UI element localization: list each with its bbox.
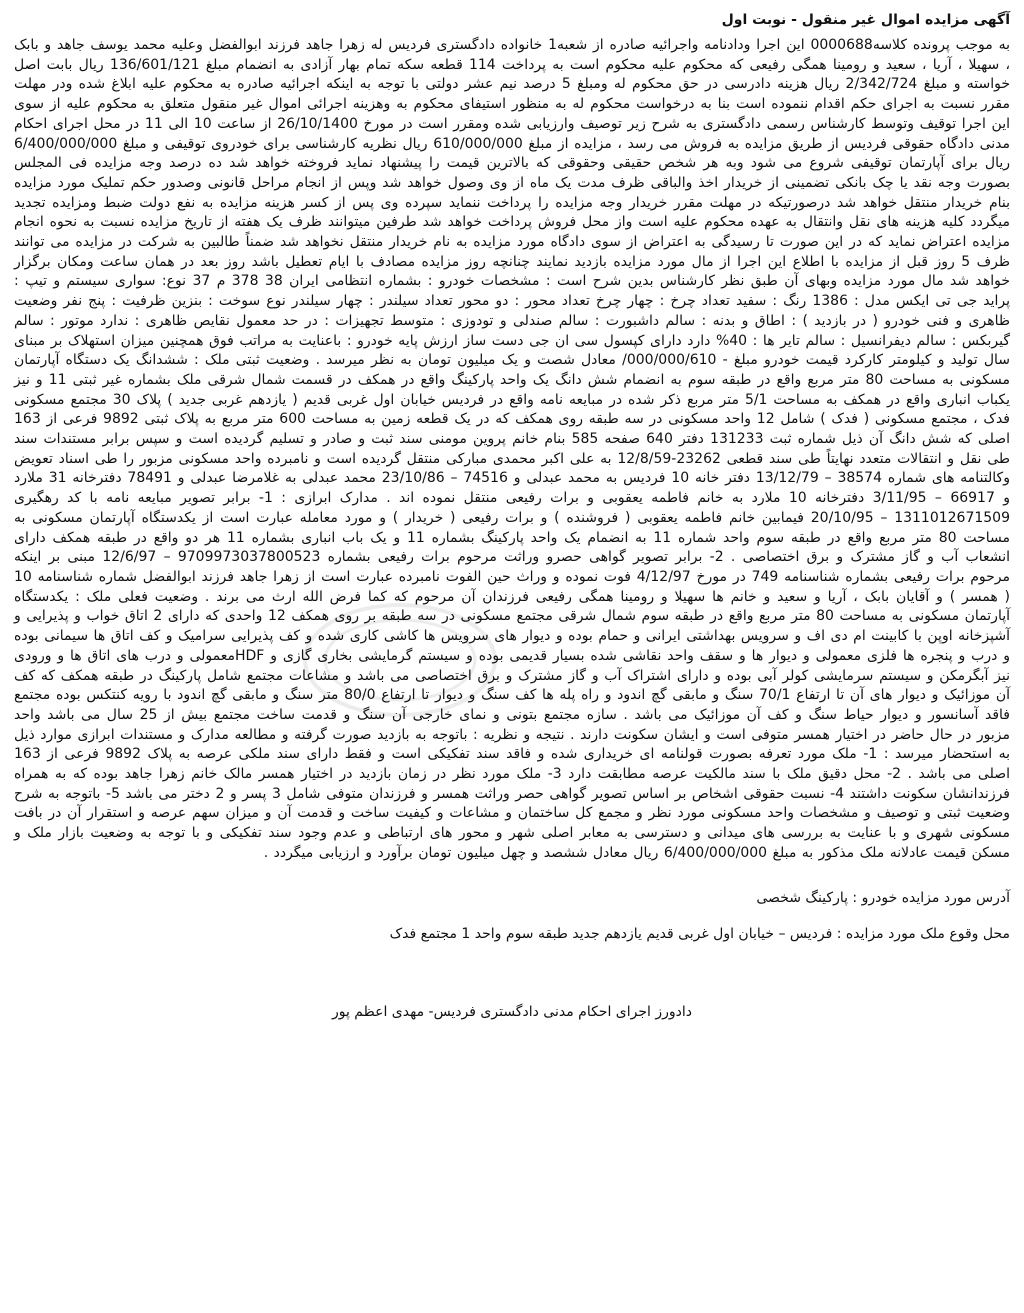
- vehicle-address: آدرس مورد مزایده خودرو : پارکینگ شخصی: [756, 889, 1010, 906]
- signature-line: دادورز اجرای احکام مدنی دادگستری فردیس- مهدی اعظم پور: [331, 1003, 693, 1020]
- property-address: محل وقوع ملک مورد مزایده : فردیس – خیابان اول غربی قدیم یازدهم جدید طبقه سوم واحد 1 مجتمع فدک: [389, 925, 1010, 942]
- notice-title: آگهی مزایده اموال غیر منقول - نوبت اول: [721, 12, 1010, 28]
- notice-body: به موجب پرونده کلاسه0000688 این اجرا ودادنامه واجرائیه صادره از شعبه1 خانواده دادگستری فردیس له زهرا جاهد فرزند ابوالفضل وعلیه محمد یوسف جاهد و بابک ، سهیلا ، آریا ، سعید و رومینا همگی رفیعی که محکوم علیه محکوم است به پرداخت 114 قطعه سکه تمام بهار آزادی به انضمام مبلغ 136/601/121 ریال بابت اصل خواسته و مبلغ 2/342/724 ریال هزینه دادرسی در حق محکوم له ومبلغ 5 درصد نیم عشر دولتی با توجه به اینکه اجرائیه صادره به محکوم علیه ابلاغ شده ودر مهلت مقرر نسبت به اجرای حکم اقدام ننموده است بنا به درخواست محکوم له به منظور استیفای محکوم به وهزینه اجرائی اموال غیر منقول متعلق به محکوم علیه از سوی این اجرا توقیف وتوسط کارشناس رسمی دادگستری به شرح زیر توصیف وارزیابی شده ومقرر است در مورخ 26/10/1400 از ساعت 10 الی 11 در محل اجرای احکام مدنی دادگاه حقوقی فردیس از طریق مزایده به فروش می رسد ، مزایده از مبلغ 610/000/000 ریال نظریه کارشناسی برای خودروی توقیفی و مبلغ 6/400/000/000 ریال برای آپارتمان توقیفی شروع می شود وبه هر شخص حقیقی وحقوقی که بالاترین قیمت را پیشنهاد نماید فروخته خواهد شد ده درصد وجه مزایده فی المجلس بصورت وجه نقد یا چک بانکی تضمینی از خریدار اخذ والباقی ظرف مدت یک ماه از وی وصول خواهد شد وپس از انجام مراحل قانونی وصدور حکم تملیک مورد مزایده بنام خریدار منتقل خواهد شد درصورتیکه در مهلت مقرر خریدار وجه مزایده را پرداخت ننماید سپرده وی پس از کسر هزینه مزایده به نفع دولت ضبط ومزایده تجدید میگردد کلیه هزینه های نقل وانتقال به عهده محکوم علیه است واز محل فروش پرداخت خواهد شد طرفین میتوانند ظرف یک هفته از تاریخ مزایده نسبت به نحوه انجام مزایده اعتراض نماید که در این صورت تا رسیدگی به اعتراض از سوی دادگاه مورد مزایده به نام خریدار منتقل نخواهد شد ضمناً طالبین به شرکت در مزایده می توانند ظرف 5 روز قبل از مزایده با اطلاع این اجرا از مال مورد مزایده بازدید نمایند چنانچه روز مزایده مصادف با ایام تعطیل باشد روز بعد در همان ساعت ومکان برگزار خواهد شد مال مورد مزایده وبهای آن طبق نظر کارشناس بدین شرح است : مشخصات خودرو : بشماره انتظامی ایران 38 378 م 37 نوع: سواری سیستم و تیپ : پراید جی تی ایکس مدل : 1386 رنگ : سفید تعداد چرخ : چهار چرخ تعداد محور : دو محور تعداد سیلندر : چهار سیلندر نوع سوخت : بنزین ظرفیت : پنج نفر وضعیت ظاهری و فنی خودرو ( در بازدید ) : اطاق و بدنه : سالم داشبورت : سالم صندلی و تودوزی : متوسط تجهیزات : در حد معمول نقایص ظاهری : ندارد موتور : سالم گیربکس : سالم دیفرانسیل : سالم تایر ها : 40% دارد دارای کپسول سی ان جی دست ساز ارزش پایه خودرو : باعنایت به مراتب فوق همچنین میزان استهلاک بر مبنای سال تولید و کیلومتر کارکرد قیمت خودرو مبلغ - 000/000/610/ معادل شصت و یک میلیون تومان به نظر میرسد . وضعیت ثبتی ملک : ششدانگ یک دستگاه آپارتمان مسکونی به مساحت 80 متر مربع واقع در طبقه سوم به انضمام شش دانگ یک واحد پارکینگ واقع در همکف در قسمت شمال شرقی ملک بشماره غیر ثبتی 11 و نیز یکباب انباری واقع در همکف به مساحت 5/1 متر مربع ذکر شده در مبایعه نامه واقع در فردیس خیابان اول غربی قدیم ( یازدهم غربی جدید ) پلاک 30 مجتمع مسکونی فدک ، مجتمع مسکونی ( فدک ) شامل 12 واحد مسکونی در سه طبقه روی همکف که در یک قطعه زمین به مساحت 600 متر مربع به پلاک ثبتی 9892 فرعی از 163 اصلی که شش دانگ آن ذیل شماره ثبت 131233 دفتر 640 صفحه 585 بنام خانم پروین مومنی سند ثبت و صادر و تسلیم گردیده است و سپس برابر مستندات سند طی نقل و انتقالات متعدد نهایتاً طی سند قطعی 23262-12/8/59 به علی اکبر محمدی مبارکی منتقل گردیده است و نامبرده واحد مسکونی مزبور را طی اسناد تعویض وکالتنامه های شماره 38574 – 13/12/79 دفتر خانه 10 فردیس به محمد عبدلی و 74516 – 23/10/86 محمد عبدلی به غلامرضا عبدلی و 78491 دفترخانه 31 ملارد و 66917 – 3/11/95 دفترخانه 10 ملارد به خانم فاطمه یعقوبی و برات رفیعی منتقل نموده اند . مدارک ابرازی : 1- برابر تصویر مبایعه نامه با کد رهگیری 1311012671509 – 20/10/95 فیمابین خانم فاطمه یعقوبی ( فروشنده ) و برات رفیعی ( خریدار ) و مورد معامله عبارت است از یکدستگاه آپارتمان مسکونی به مساحت 80 متر مربع واقع در طبقه سوم واحد شماره 11 به انضمام یک واحد پارکینگ بشماره 11 و یک باب انباری بشماره 11 هر دو واقع در طبقه همکف دارای انشعاب آب و گاز مشترک و برق اختصاصی . 2- برابر تصویر گواهی حصرو وراثت مرحوم برات رفیعی بشماره 9709973037800523 – 12/6/97 مبنی بر اینکه مرحوم برات رفیعی بشماره شناسنامه 749 در مورخ 4/12/97 فوت نموده و وراث حین الفوت نامبرده عبارت است از زهرا جاهد فرزند ابوالفضل شماره شناسنامه 10 ( همسر ) و آقایان بابک ، آریا و سعید و خانم ها سهیلا و رومینا همگی رفیعی فرزندان آن مرحوم که کما فرض الله ارث می برند . وضعیت فعلی ملک : یکدستگاه آپارتمان مسکونی به مساحت 80 متر مربع واقع در طبقه سوم شمال شرقی مجتمع مسکونی در سه طبقه بر روی همکف 12 واحدی که دارای 2 اتاق خواب و پذیرایی و آشپزخانه اوپن با کابینت ام دی اف و سرویس بهداشتی ایرانی و حمام بوده و دیوار های سرویس ها کاشی کاری شده و کف پذیرایی سرامیک و کف اتاق ها سیمانی بوده و درب و پنجره ها فلزی معمولی و دیوار ها و سقف واحد نقاشی شده بسیار قدیمی بوده و سیستم گرمایشی بخاری گازی و HDFمعمولی و درب های اتاق ها و ورودی نیز آبگرمکن و سیستم سرمایشی کولر آبی بوده و دارای اشتراک آب و گاز مشترک و برق اختصاصی می باشد و مشاعات مجتمع شامل پارکینگ در طبقه همکف که کف آن موزائیک و دیوار های آن تا ارتفاع 70/1 سنگ و مابقی گچ اندود و راه پله ها کف سنگ و دیوار تا ارتفاع 80/0 متر سنگ و مابقی گچ اندود با رویه کنتکس بوده مجتمع فاقد آسانسور و دیوار حیاط سنگ و کف آن موزائیک می باشد . سازه مجتمع بتونی و نمای خارجی آن سنگ و قدمت ساخت مجتمع بیش از 25 سال می باشد واحد مزبور در حال حاضر در اختیار همسر متوفی است و ایشان سکونت دارند . نتیجه و نظریه : باتوجه به بازدید صورت گرفته و مطالعه مدارک و مستندات ابرازی موارد ذیل به استحضار میرسد : 1- ملک مورد تعرفه بصورت قولنامه ای خریداری شده و فاقد سند تفکیکی است و فقط دارای سند ملکی عرصه به پلاک 9892 فرعی از 163 اصلی می باشد . 2- محل دقیق ملک با سند مالکیت عرصه مطابقت دارد 3- ملک مورد نظر در زمان بازدید در اختیار همسر مالک خانم زهرا جاهد بوده که به همراه فرزندانشان سکونت داشتند 4- نسبت حقوقی اشخاص بر اساس تصویر گواهی حصر وراثت همسر و فرزندان متوفی شامل 3 پسر و 2 دختر می باشد 5- باتوجه به شرح وضعیت ثبتی و توصیف و مشخصات واحد مسکونی مورد نظر و مجمع کل ساختمان و مشاعات و کیفیت ساخت و قدمت آن و میزان سهم عرصه و استقرار آن در بافت مسکونی شهری و با عنایت به بررسی های میدانی و دسترسی به معابر اصلی شهر و محور های ارتباطی و عدم وجود سند تفکیکی و با توجه به وضعیت بازار ملک و مسکن قیمت عادلانه ملک مذکور به مبلغ 6/400/000/000 ریال معادل ششصد و چهل میلیون تومان برآورد و ارزیابی میگردد .: [14, 37, 1011, 861]
